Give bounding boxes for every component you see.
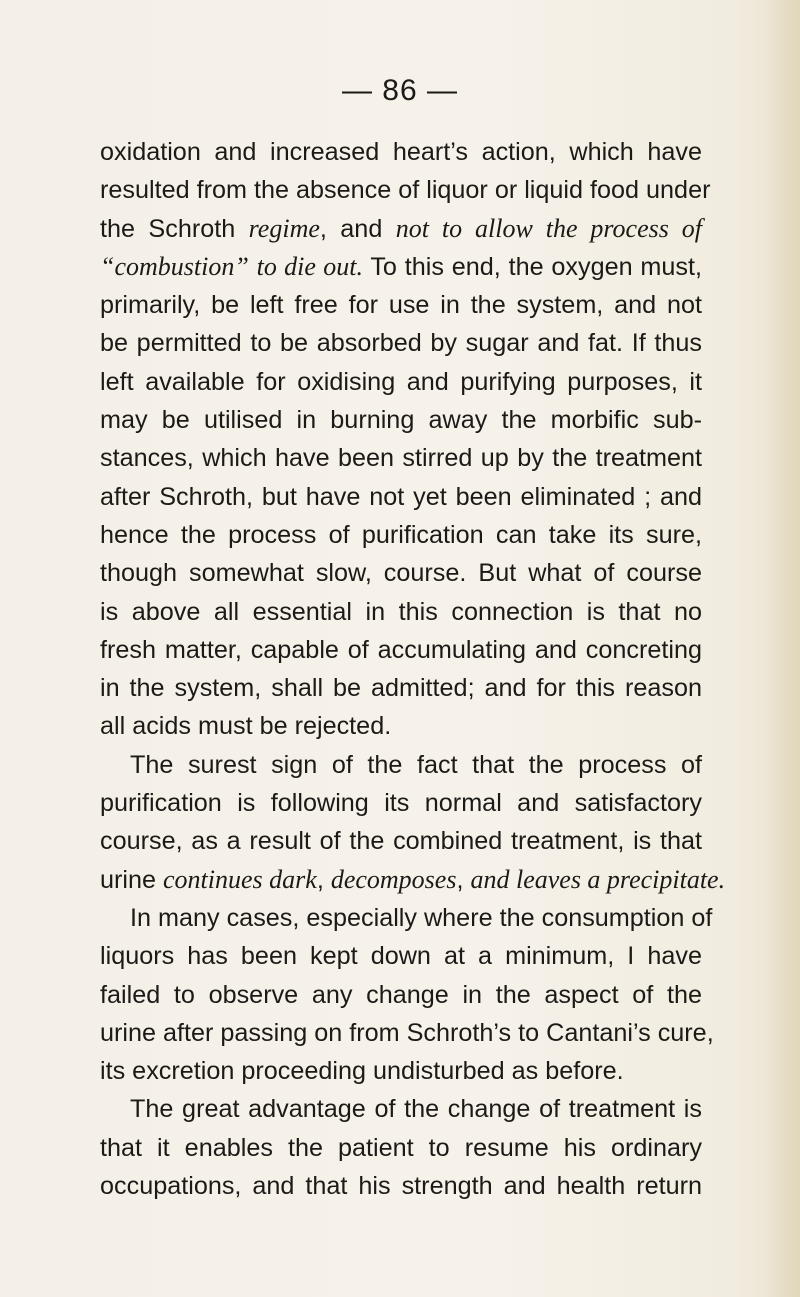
text-line-27: that it enables the patient to resume his ordinary (100, 1133, 702, 1162)
text-line-20 (100, 861, 726, 899)
text-line-18: purification is following its normal and satisfactory (100, 789, 702, 818)
text-line-9: stances, which have been stirred up by the treatment (100, 444, 702, 473)
body-text (100, 133, 726, 1205)
text-run: , (316, 865, 324, 894)
text-line-26: The great advantage of the change of treatment is (130, 1095, 702, 1124)
text-line-10: after Schroth, but have not yet been eliminated ; and (100, 482, 702, 511)
italic-run: regime (248, 213, 320, 243)
text-line-28: occupations, and that his strength and health return (100, 1172, 702, 1201)
text-line-19: course, as a result of the combined treatment, is that (100, 827, 702, 856)
italic-run: and leaves a precipitate. (470, 864, 726, 894)
text-run: , (456, 865, 464, 894)
text-line-6: be permitted to be absorbed by sugar and fat. If thus (100, 329, 702, 358)
text-line-3 (100, 210, 702, 248)
text-line-16: all acids must be rejected. (100, 712, 392, 741)
text-line-4 (100, 248, 702, 286)
text-run: the Schroth (100, 214, 236, 243)
text-line-14: fresh matter, capable of accumulating and concreting (100, 635, 702, 664)
text-line-15: in the system, shall be admitted; and for this reason (100, 674, 702, 703)
text-line-12: though somewhat slow, course. But what of course (100, 559, 702, 588)
text-line-25: its excretion proceeding undisturbed as before. (100, 1057, 624, 1086)
italic-run: decomposes (330, 864, 457, 894)
text-line-13: is above all essential in this connection is that no (100, 597, 702, 626)
text-line-2: resulted from the absence of liquor or liquid food under (100, 176, 711, 205)
italic-run: “combustion” (100, 251, 249, 281)
text-line-23: failed to observe any change in the aspect of the (100, 980, 702, 1009)
italic-run: continues dark (163, 864, 317, 894)
text-line-24: urine after passing on from Schroth’s to Cantani’s cure, (100, 1018, 714, 1047)
text-line-21: In many cases, especially where the consumption of (130, 903, 713, 932)
text-run: urine (100, 865, 157, 894)
italic-run: to die out. (256, 251, 363, 281)
page-number: — 86 — (341, 74, 459, 107)
text-line-1: oxidation and increased heart’s action, which have (100, 138, 702, 166)
text-line-17: The surest sign of the fact that the process of (130, 750, 702, 779)
text-line-22: liquors has been kept down at a minimum, I have (100, 942, 702, 971)
text-line-8: may be utilised in burning away the morbific sub- (100, 406, 702, 435)
italic-run: not to allow the process of (395, 213, 703, 243)
text-line-11: hence the process of purification can take its sure, (100, 520, 702, 549)
text-run: , and (319, 214, 383, 243)
text-run: To this end, the oxygen must, (370, 252, 703, 281)
page-edge-stain (764, 0, 800, 1297)
text-line-5: primarily, be left free for use in the system, and not (100, 291, 702, 320)
text-line-7: left available for oxidising and purifying purposes, it (100, 367, 702, 396)
